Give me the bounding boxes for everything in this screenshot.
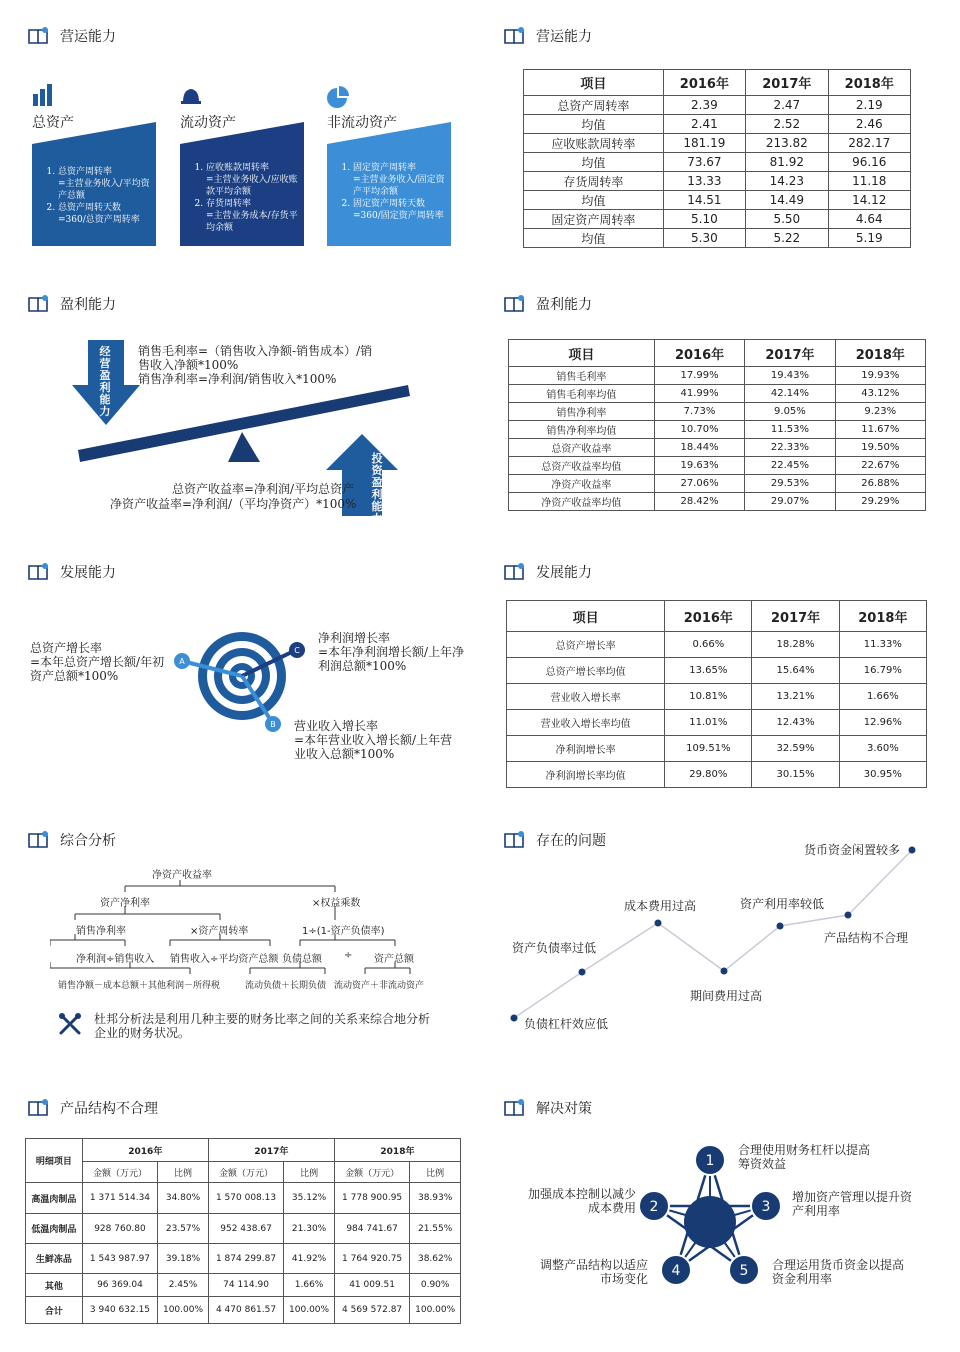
- formula-item: 1. 应收账款周转率 =主营业务收入/应收账款平均余额: [206, 162, 302, 198]
- table-subheader-cell: 比例: [158, 1162, 209, 1183]
- section-title: 综合分析: [28, 830, 116, 850]
- table-cell: 高温肉制品: [26, 1183, 83, 1214]
- table-cell: 27.06%: [654, 475, 744, 493]
- table-cell: 100.00%: [410, 1297, 461, 1324]
- point-a: A: [174, 653, 190, 669]
- solution-text: 调整产品结构以适应市场变化: [540, 1258, 649, 1286]
- dupont-node: ×权益乘数: [312, 898, 361, 909]
- table-cell: 34.80%: [158, 1183, 209, 1214]
- section-title: 解决对策: [504, 1098, 592, 1118]
- table-cell: 1.66%: [284, 1274, 335, 1297]
- table-cell: 14.49: [746, 191, 828, 210]
- table-header-row: [509, 340, 926, 367]
- table-cell: 74 114.90: [208, 1274, 283, 1297]
- problem-label: 期间费用过高: [690, 989, 763, 1003]
- table-row: [524, 96, 911, 115]
- table-cell: 5.30: [663, 229, 745, 248]
- table-subheader-cell: 比例: [410, 1162, 461, 1183]
- table-cell: 984 741.67: [334, 1214, 409, 1244]
- table-cell: 营业收入增长率均值: [507, 710, 665, 736]
- table-cell: 10.70%: [654, 421, 744, 439]
- table-cell: 2.41: [663, 115, 745, 134]
- growth-table: [506, 600, 927, 788]
- formula-item: 1. 固定资产周转率 =主营业务收入/固定资产平均余额: [353, 162, 449, 198]
- solution-text: 合理使用财务杠杆以提高筹资效益: [738, 1143, 871, 1171]
- operating-table: [523, 69, 911, 248]
- table-cell: 29.80%: [665, 762, 752, 788]
- table-cell: 固定资产周转率: [524, 210, 664, 229]
- solution-text: 增加资产管理以提升资产利用率: [792, 1190, 913, 1218]
- table-cell: 22.67%: [835, 457, 925, 475]
- table-header-cell: 2018年: [835, 340, 925, 367]
- down-arrow-label: 经营盈利能力: [99, 345, 111, 418]
- formula-item: 2. 固定资产周转天数 =360/固定资产周转率: [353, 198, 449, 222]
- table-header-cell: 明细项目: [26, 1139, 83, 1183]
- table-cell: 总资产增长率: [507, 632, 665, 658]
- table-row: [524, 172, 911, 191]
- table-cell: 43.12%: [835, 385, 925, 403]
- profit-formula-bottom1: 总资产收益率=净利润/平均总资产: [172, 482, 355, 496]
- table-cell: 1 371 514.34: [82, 1183, 157, 1214]
- table-cell: 1.66%: [839, 684, 926, 710]
- table-cell: 均值: [524, 115, 664, 134]
- table-cell: 1 764 920.75: [334, 1244, 409, 1274]
- table-subheader-cell: 比例: [284, 1162, 335, 1183]
- table-header-cell: 2016年: [654, 340, 744, 367]
- section-title: 营运能力: [28, 26, 116, 46]
- table-cell: 18.28%: [752, 632, 839, 658]
- table-header-cell: 2018年: [828, 70, 910, 96]
- table-row: [509, 385, 926, 403]
- card-title: 非流动资产: [327, 115, 397, 131]
- solution-text: 加强成本控制以减少成本费用: [527, 1187, 636, 1215]
- solution-text: 合理运用货币资金以提高资金利用率: [772, 1258, 905, 1286]
- table-cell: 928 760.80: [82, 1214, 157, 1244]
- table-header-row: [507, 601, 927, 632]
- book-icon: [504, 1099, 526, 1117]
- table-cell: 净资产收益率: [509, 475, 655, 493]
- table-row: [507, 762, 927, 788]
- table-cell: 2.39: [663, 96, 745, 115]
- table-cell: 18.44%: [654, 439, 744, 457]
- table-cell: 17.99%: [654, 367, 744, 385]
- formula-item: 2. 存货周转率 =主营业务成本/存货平均余额: [206, 198, 302, 234]
- table-cell: 5.10: [663, 210, 745, 229]
- table-cell: 38.62%: [410, 1244, 461, 1274]
- table-cell: 21.30%: [284, 1214, 335, 1244]
- table-cell: 4 470 861.57: [208, 1297, 283, 1324]
- table-cell: 3.60%: [839, 736, 926, 762]
- table-cell: 生鲜冻品: [26, 1244, 83, 1274]
- table-cell: 均值: [524, 153, 664, 172]
- table-cell: 19.43%: [745, 367, 835, 385]
- table-header-cell: 项目: [509, 340, 655, 367]
- point-b: B: [265, 716, 281, 732]
- table-cell: 11.33%: [839, 632, 926, 658]
- problem-label: 资产利用率较低: [740, 897, 825, 911]
- table-row: [509, 457, 926, 475]
- section-title: 存在的问题: [504, 830, 606, 850]
- table-cell: 2.52: [746, 115, 828, 134]
- dupont-node: 资产净利率: [100, 898, 150, 909]
- table-cell: 16.79%: [839, 658, 926, 684]
- solution-number: 3: [761, 1199, 771, 1215]
- table-cell: 均值: [524, 229, 664, 248]
- problems-line-diagram: [500, 840, 940, 1040]
- dupont-node: 净利润÷销售收入: [76, 954, 155, 965]
- table-cell: 26.88%: [835, 475, 925, 493]
- table-cell: 11.53%: [745, 421, 835, 439]
- table-cell: 5.22: [746, 229, 828, 248]
- table-cell: 净利润增长率均值: [507, 762, 665, 788]
- table-cell: 19.63%: [654, 457, 744, 475]
- table-header-cell: 项目: [507, 601, 665, 632]
- table-cell: 1 570 008.13: [208, 1183, 283, 1214]
- dupont-node: 净资产收益率: [152, 870, 212, 881]
- table-row: [509, 403, 926, 421]
- table-cell: 总资产周转率: [524, 96, 664, 115]
- table-header-cell: 2017年: [752, 601, 839, 632]
- table-cell: 2.47: [746, 96, 828, 115]
- problem-point: [845, 912, 852, 919]
- table-row: [524, 210, 911, 229]
- table-cell: 12.43%: [752, 710, 839, 736]
- dupont-node: 销售净利率: [76, 926, 126, 937]
- table-row: [524, 153, 911, 172]
- table-header-cell: 2016年: [82, 1139, 208, 1162]
- table-cell: 952 438.67: [208, 1214, 283, 1244]
- table-cell: 应收账款周转率: [524, 134, 664, 153]
- table-cell: 销售毛利率: [509, 367, 655, 385]
- problem-label: 货币资金闲置较多: [804, 843, 901, 857]
- problem-label: 资产负债率过低: [512, 941, 597, 955]
- table-row: [509, 421, 926, 439]
- table-cell: 销售毛利率均值: [509, 385, 655, 403]
- table-row: [26, 1214, 461, 1244]
- table-cell: 1 543 987.97: [82, 1244, 157, 1274]
- dupont-node: ÷: [344, 950, 353, 961]
- table-cell: 73.67: [663, 153, 745, 172]
- table-header-cell: 2017年: [745, 340, 835, 367]
- problem-point: [909, 847, 916, 854]
- table-subheader-cell: 金额（万元）: [334, 1162, 409, 1183]
- table-cell: 11.18: [828, 172, 910, 191]
- table-cell: 9.23%: [835, 403, 925, 421]
- card-formula-list: [36, 166, 154, 226]
- table-cell: 29.53%: [745, 475, 835, 493]
- table-cell: 14.23: [746, 172, 828, 191]
- table-cell: 3 940 632.15: [82, 1297, 157, 1324]
- table-cell: 41.92%: [284, 1244, 335, 1274]
- table-cell: 其他: [26, 1274, 83, 1297]
- section-title: 发展能力: [504, 562, 592, 582]
- dupont-note: 杜邦分析法是利用几种主要的财务比率之间的关系来综合地分析企业的财务状况。: [94, 1012, 431, 1040]
- section-title: 营运能力: [504, 26, 592, 46]
- problem-point: [721, 968, 728, 975]
- problem-point: [579, 969, 586, 976]
- bar-chart-icon: [32, 84, 54, 106]
- table-header-cell: 2017年: [746, 70, 828, 96]
- table-cell: 销售净利率: [509, 403, 655, 421]
- table-cell: 22.33%: [745, 439, 835, 457]
- book-icon: [504, 27, 526, 45]
- dupont-node: ×资产周转率: [190, 926, 249, 937]
- table-cell: 41.99%: [654, 385, 744, 403]
- bell-icon: [180, 86, 202, 106]
- table-cell: 13.21%: [752, 684, 839, 710]
- table-cell: 13.33: [663, 172, 745, 191]
- problem-label: 成本费用过高: [624, 899, 697, 913]
- table-cell: 10.81%: [665, 684, 752, 710]
- table-cell: 1 778 900.95: [334, 1183, 409, 1214]
- table-cell: 11.01%: [665, 710, 752, 736]
- product-table: [25, 1138, 461, 1324]
- formula-item: 1. 总资产周转率 =主营业务收入/平均资产总额: [58, 166, 154, 202]
- table-cell: 总资产增长率均值: [507, 658, 665, 684]
- table-cell: 15.64%: [752, 658, 839, 684]
- table-row: [507, 710, 927, 736]
- solution-number: 5: [739, 1263, 749, 1279]
- table-cell: 30.15%: [752, 762, 839, 788]
- table-cell: 96.16: [828, 153, 910, 172]
- section-title: 盈利能力: [504, 294, 592, 314]
- table-cell: 5.50: [746, 210, 828, 229]
- table-cell: 109.51%: [665, 736, 752, 762]
- table-header-cell: 2016年: [665, 601, 752, 632]
- dupont-node: 流动负债＋长期负债: [245, 981, 327, 991]
- table-cell: 28.42%: [654, 493, 744, 511]
- profit-formula-top: 销售毛利率=（销售收入净额-销售成本）/销售收入净额*100%: [138, 344, 373, 372]
- table-row: [507, 736, 927, 762]
- table-header-cell: 2018年: [839, 601, 926, 632]
- star-center: [684, 1196, 736, 1248]
- table-cell: 29.07%: [745, 493, 835, 511]
- formula-item: 2. 总资产周转天数 =360/总资产周转率: [58, 202, 154, 226]
- growth-b-text: 营业收入增长率 =本年营业收入增长额/上年营业收入总额*100%: [294, 719, 453, 761]
- profit-formula-bottom2: 净资产收益率=净利润/（平均净资产）*100%: [110, 497, 357, 511]
- dupont-node: 销售收入÷平均资产总额: [170, 954, 279, 965]
- table-row: [509, 475, 926, 493]
- table-row: [524, 134, 911, 153]
- growth-c-text: 净利润增长率 =本年净利润增长额/上年净利润总额*100%: [318, 631, 465, 673]
- table-cell: 35.12%: [284, 1183, 335, 1214]
- dupont-node: 负债总额: [282, 954, 322, 965]
- problem-point: [511, 1015, 518, 1022]
- table-cell: 总资产收益率: [509, 439, 655, 457]
- book-icon: [28, 563, 50, 581]
- table-cell: 存货周转率: [524, 172, 664, 191]
- table-cell: 12.96%: [839, 710, 926, 736]
- table-header-row: [26, 1139, 461, 1162]
- table-cell: 0.90%: [410, 1274, 461, 1297]
- card-title: 流动资产: [180, 115, 236, 131]
- section-title: 产品结构不合理: [28, 1098, 158, 1118]
- table-cell: 2.45%: [158, 1274, 209, 1297]
- table-row: [507, 658, 927, 684]
- book-icon: [28, 831, 50, 849]
- table-cell: 32.59%: [752, 736, 839, 762]
- section-title: 发展能力: [28, 562, 116, 582]
- table-row: [524, 229, 911, 248]
- table-cell: 81.92: [746, 153, 828, 172]
- table-cell: 低温肉制品: [26, 1214, 83, 1244]
- table-cell: 100.00%: [158, 1297, 209, 1324]
- table-cell: 0.66%: [665, 632, 752, 658]
- table-cell: 14.12: [828, 191, 910, 210]
- table-cell: 39.18%: [158, 1244, 209, 1274]
- book-icon: [504, 295, 526, 313]
- solution-number: 2: [649, 1199, 659, 1215]
- dupont-node: 1÷(1-资产负债率): [302, 926, 385, 937]
- problem-point: [655, 920, 662, 927]
- table-cell: 净资产收益率均值: [509, 493, 655, 511]
- table-row: [509, 439, 926, 457]
- table-header-row: [524, 70, 911, 96]
- card-formula-list: [184, 162, 302, 234]
- table-row: [507, 632, 927, 658]
- profit-table: [508, 339, 926, 511]
- table-cell: 5.19: [828, 229, 910, 248]
- table-cell: 合计: [26, 1297, 83, 1324]
- problem-point: [777, 923, 784, 930]
- table-cell: 42.14%: [745, 385, 835, 403]
- table-row: [26, 1244, 461, 1274]
- table-cell: 9.05%: [745, 403, 835, 421]
- table-cell: 总资产收益率均值: [509, 457, 655, 475]
- table-row: [524, 115, 911, 134]
- table-cell: 1 874 299.87: [208, 1244, 283, 1274]
- table-cell: 29.29%: [835, 493, 925, 511]
- growth-a-text: 总资产增长率 =本年总资产增长额/年初资产总额*100%: [30, 641, 165, 683]
- table-row: [26, 1274, 461, 1297]
- solution-number: 1: [705, 1153, 715, 1169]
- table-cell: 营业收入增长率: [507, 684, 665, 710]
- table-cell: 2.46: [828, 115, 910, 134]
- table-row: [26, 1183, 461, 1214]
- table-header-cell: 项目: [524, 70, 664, 96]
- table-header-cell: 2016年: [663, 70, 745, 96]
- table-cell: 2.19: [828, 96, 910, 115]
- table-row: [524, 191, 911, 210]
- table-cell: 23.57%: [158, 1214, 209, 1244]
- table-row: [507, 684, 927, 710]
- table-cell: 7.73%: [654, 403, 744, 421]
- table-row: [26, 1297, 461, 1324]
- point-c: C: [289, 642, 305, 658]
- table-cell: 38.93%: [410, 1183, 461, 1214]
- table-cell: 21.55%: [410, 1214, 461, 1244]
- table-cell: 13.65%: [665, 658, 752, 684]
- table-header-row: [26, 1162, 461, 1183]
- dupont-node: 流动资产＋非流动资产: [334, 981, 425, 991]
- solution-number: 4: [671, 1263, 681, 1279]
- table-cell: 14.51: [663, 191, 745, 210]
- pie-chart-icon: [327, 86, 349, 108]
- table-cell: 19.50%: [835, 439, 925, 457]
- table-cell: 22.45%: [745, 457, 835, 475]
- up-arrow-label: 投资盈利能力: [371, 452, 383, 525]
- table-cell: 11.67%: [835, 421, 925, 439]
- profit-formula-top2: 销售净利率=净利润/销售收入*100%: [138, 372, 337, 386]
- card-formula-list: [331, 162, 449, 222]
- book-icon: [28, 27, 50, 45]
- table-cell: 30.95%: [839, 762, 926, 788]
- problem-label: 产品结构不合理: [824, 931, 909, 945]
- table-row: [509, 367, 926, 385]
- table-header-cell: 2018年: [334, 1139, 460, 1162]
- table-header-cell: 2017年: [208, 1139, 334, 1162]
- problem-label: 负债杠杆效应低: [524, 1017, 609, 1031]
- table-cell: 均值: [524, 191, 664, 210]
- book-icon: [28, 1099, 50, 1117]
- dupont-node: 销售净额－成本总额＋其他利润－所得税: [58, 981, 221, 991]
- table-cell: 213.82: [746, 134, 828, 153]
- table-cell: 4 569 572.87: [334, 1297, 409, 1324]
- table-cell: 96 369.04: [82, 1274, 157, 1297]
- table-cell: 销售净利率均值: [509, 421, 655, 439]
- table-cell: 100.00%: [284, 1297, 335, 1324]
- table-cell: 19.93%: [835, 367, 925, 385]
- card-title: 总资产: [32, 115, 74, 131]
- table-cell: 282.17: [828, 134, 910, 153]
- table-row: [509, 493, 926, 511]
- section-title: 盈利能力: [28, 294, 116, 314]
- table-cell: 净利润增长率: [507, 736, 665, 762]
- book-icon: [504, 563, 526, 581]
- book-icon: [28, 295, 50, 313]
- table-cell: 41 009.51: [334, 1274, 409, 1297]
- table-cell: 4.64: [828, 210, 910, 229]
- table-subheader-cell: 金额（万元）: [82, 1162, 157, 1183]
- table-subheader-cell: 金额（万元）: [208, 1162, 283, 1183]
- dupont-node: 资产总额: [374, 954, 414, 965]
- table-cell: 181.19: [663, 134, 745, 153]
- wrench-icon: [58, 1012, 82, 1036]
